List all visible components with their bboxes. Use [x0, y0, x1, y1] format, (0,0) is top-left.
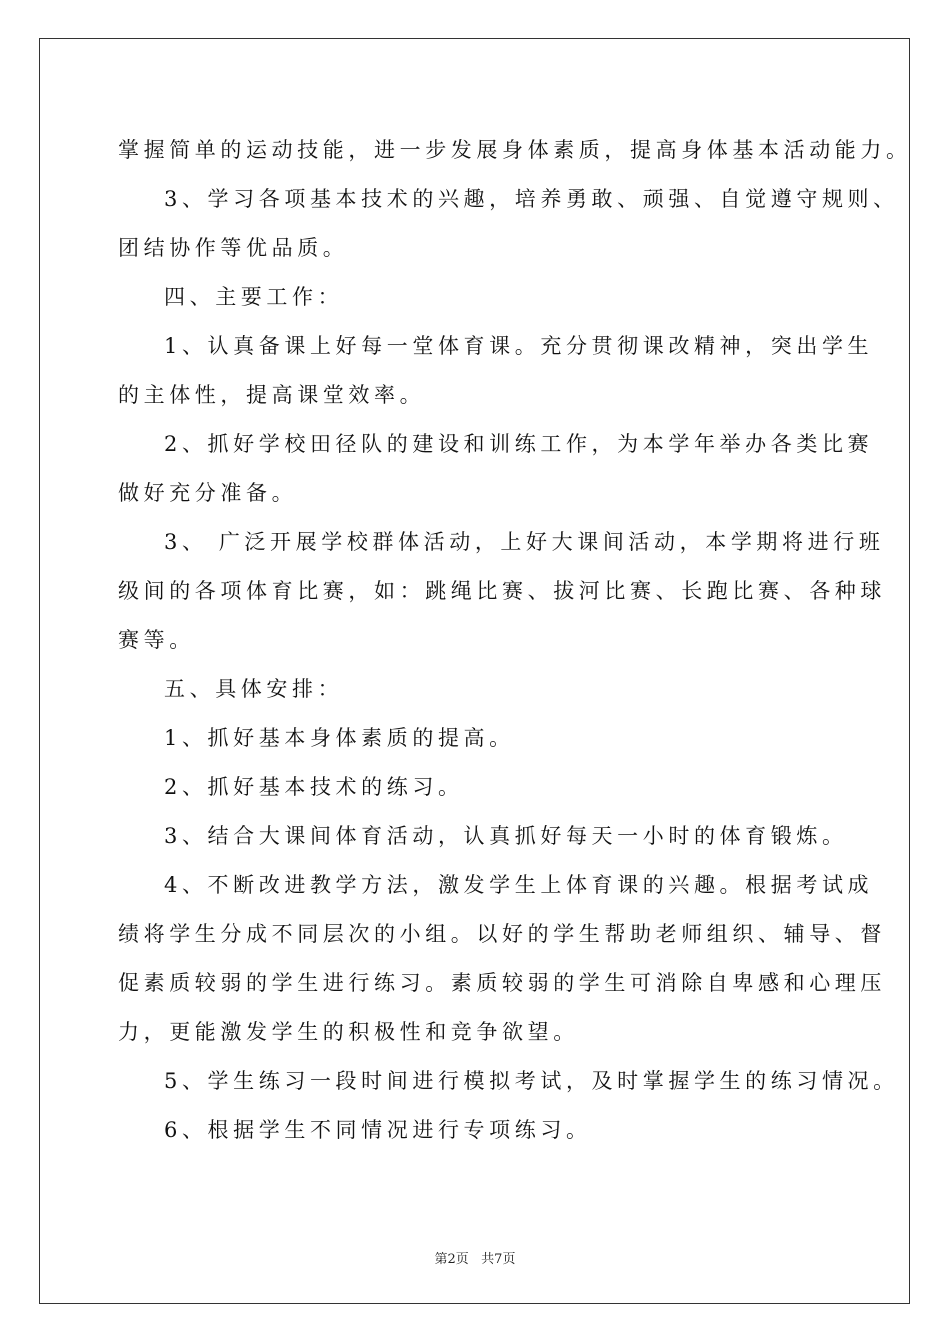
text-line: 6、根据学生不同情况进行专项练习。 — [164, 1118, 592, 1142]
text-line: 力，更能激发学生的积极性和竞争欲望。 — [118, 1020, 579, 1044]
text-line: 3、学习各项基本技术的兴趣，培养勇敢、顽强、自觉遵守规则、 — [164, 187, 899, 211]
text-line: 做好充分准备。 — [118, 481, 298, 505]
document-body — [118, 126, 912, 1155]
text-line: 1、认真备课上好每一堂体育课。充分贯彻课改精神，突出学生 — [164, 334, 874, 358]
text-line: 掌握简单的运动技能，进一步发展身体素质，提高身体基本活动能力。 — [118, 138, 912, 162]
text-line: 绩将学生分成不同层次的小组。以好的学生帮助老师组织、辅导、督 — [118, 922, 886, 946]
text-line: 2、抓好学校田径队的建设和训练工作，为本学年举办各类比赛 — [164, 432, 874, 456]
text-line: 4、不断改进教学方法，激发学生上体育课的兴趣。根据考试成 — [164, 873, 874, 897]
section-heading: 四、主要工作： — [164, 285, 344, 309]
text-line: 5、学生练习一段时间进行模拟考试，及时掌握学生的练习情况。 — [164, 1069, 899, 1093]
section-heading: 五、具体安排： — [164, 677, 344, 701]
text-line: 1、抓好基本身体素质的提高。 — [164, 726, 515, 750]
text-line: 2、抓好基本技术的练习。 — [164, 775, 464, 799]
text-line: 3、 广泛开展学校群体活动，上好大课间活动，本学期将进行班 — [164, 530, 885, 554]
text-line: 3、结合大课间体育活动，认真抓好每天一小时的体育锻炼。 — [164, 824, 848, 848]
text-line: 团结协作等优品质。 — [118, 236, 349, 260]
text-line: 的主体性，提高课堂效率。 — [118, 383, 426, 407]
text-line: 促素质较弱的学生进行练习。素质较弱的学生可消除自卑感和心理压 — [118, 971, 886, 995]
text-line: 赛等。 — [118, 628, 195, 652]
text-line: 级间的各项体育比赛，如：跳绳比赛、拔河比赛、长跑比赛、各种球 — [118, 579, 886, 603]
page-number-footer: 第2页 共7页 — [434, 1252, 516, 1267]
